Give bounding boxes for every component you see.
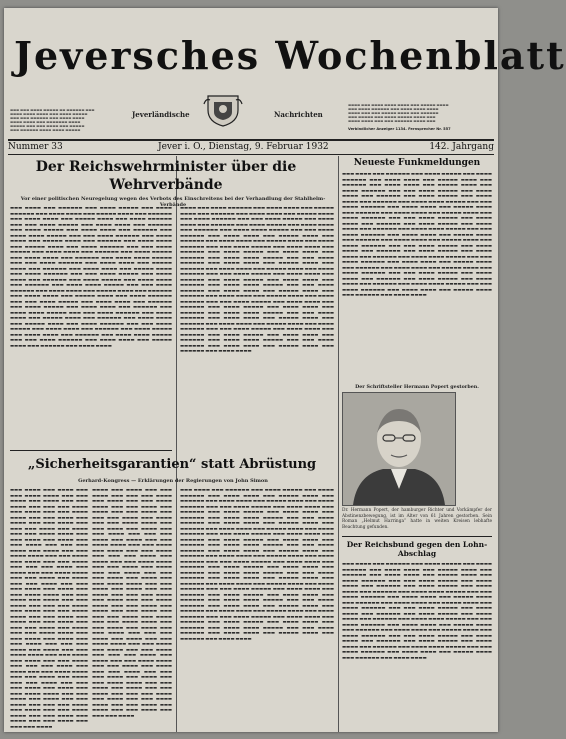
portrait-illustration xyxy=(343,393,455,505)
lead-column-1: ▬▬▬ ▬▬▬▬ ▬▬▬ ▬▬▬▬▬▬ ▬▬▬ ▬▬▬▬ ▬▬▬▬▬ ▬▬▬ ▬▬▬▬ ▬▬▬▬▬▬ ▬▬▬ ▬▬▬▬ ▬▬▬▬ ▬▬▬ ▬▬▬▬▬ ▬▬▬▬ ▬▬▬ ▬▬▬▬▬▬ ▬▬▬ ▬▬▬▬ ▬▬▬▬ ▬▬▬ ▬▬▬▬▬ ▬▬▬▬ ▬▬▬ ▬▬▬▬ ▬▬▬▬▬▬ ▬▬▬ ▬▬▬ ▬▬▬▬ ▬▬▬▬▬ ▬▬▬ ▬▬▬▬ ▬▬▬▬ ▬▬▬ ▬▬▬▬▬▬ ▬▬▬ ▬▬▬▬ ▬▬▬▬▬ ▬▬▬ ▬▬▬▬ ▬▬▬▬ ▬▬▬ ▬▬▬▬▬▬ ▬▬▬ ▬▬▬▬ ▬▬▬▬ ▬▬▬▬▬ ▬▬▬ ▬▬▬ ▬▬▬▬ ▬▬▬▬▬▬ ▬▬▬ ▬▬▬▬ ▬▬▬▬ ▬▬▬ ▬▬▬▬▬ ▬▬▬▬ ▬▬▬ ▬▬▬▬▬▬ ▬▬▬ ▬▬▬▬ ▬▬▬▬ ▬▬▬ ▬▬▬▬▬ ▬▬▬▬ ▬▬▬ ▬▬▬▬ ▬▬▬▬▬▬ ▬▬▬ ▬▬▬ ▬▬▬▬ ▬▬▬▬▬ ▬▬▬ ▬▬▬▬ ▬▬▬▬ ▬▬▬ ▬▬▬▬▬▬ ▬▬▬ ▬▬▬▬ ▬▬▬▬▬ ▬▬▬ ▬▬▬▬ ▬▬▬▬ ▬▬▬ ▬▬▬▬▬▬ ▬▬▬ ▬▬▬▬ ▬▬▬▬ ▬▬▬▬▬ ▬▬▬ ▬▬▬ ▬▬▬▬ ▬▬▬▬▬▬ ▬▬▬ ▬▬▬▬ ▬▬▬▬ ▬▬▬ ▬▬▬▬▬ ▬▬▬▬ ▬▬▬ ▬▬▬▬▬▬ ▬▬▬ ▬▬▬▬ ▬▬▬▬ ▬▬▬ ▬▬▬▬▬ ▬▬▬▬ ▬▬▬ ▬▬▬▬ ▬▬▬▬▬▬ ▬▬▬ ▬▬▬ ▬▬▬▬ ▬▬▬▬▬ ▬▬▬ ▬▬▬▬ ▬▬▬▬ ▬▬▬ ▬▬▬▬▬▬ ▬▬▬ ▬▬▬▬ ▬▬▬▬▬ ▬▬▬ ▬▬▬▬ ▬▬▬▬ ▬▬▬ ▬▬▬▬▬▬ ▬▬▬ ▬▬▬▬ ▬▬▬▬ ▬▬▬▬▬ ▬▬▬ ▬▬▬ ▬▬▬▬ ▬▬▬▬▬▬ ▬▬▬ ▬▬▬▬ ▬▬▬▬ ▬▬▬ ▬▬▬▬▬ ▬▬▬▬ ▬▬▬ ▬▬▬▬▬▬ ▬▬▬ ▬▬▬▬ ▬▬▬▬ ▬▬▬ ▬▬▬▬▬ ▬▬▬▬ ▬▬▬ ▬▬▬▬ ▬▬▬▬▬▬ ▬▬▬ ▬▬▬ ▬▬▬▬ ▬▬▬▬▬ ▬▬▬ ▬▬▬▬ ▬▬▬▬ ▬▬▬ ▬▬▬▬▬▬ ▬▬▬ ▬▬▬▬ ▬▬▬▬▬ ▬▬▬ ▬▬▬▬ ▬▬▬▬ ▬▬▬ ▬▬▬▬▬▬ ▬▬▬ ▬▬▬▬ ▬▬▬▬ ▬▬▬▬▬ ▬▬▬ ▬▬▬ ▬▬▬▬ ▬▬▬▬▬▬ ▬▬▬ ▬▬▬▬ ▬▬▬▬ ▬▬▬ ▬▬▬▬▬ ▬▬▬▬ ▬▬▬ ▬▬▬▬▬▬ ▬▬▬ ▬▬▬▬ ▬▬▬▬ ▬▬▬ ▬▬▬▬▬ ▬▬▬▬ ▬▬▬ ▬▬▬▬ ▬▬▬▬▬▬ ▬▬▬ ▬▬▬ ▬▬▬▬ ▬▬▬▬▬ ▬▬▬ ▬▬▬▬ ▬▬▬▬ ▬▬▬ ▬▬▬▬▬▬ ▬▬▬ ▬▬▬▬ ▬▬▬▬▬ ▬▬▬ ▬▬▬▬ ▬▬▬▬ ▬▬▬ ▬▬▬▬▬▬ ▬▬▬ ▬▬▬▬ ▬▬▬▬ ▬▬▬▬▬ ▬▬▬ ▬▬▬ ▬▬▬▬ ▬▬▬▬▬▬ ▬▬▬ ▬▬▬▬ ▬▬▬▬ ▬▬▬ ▬▬▬▬▬ ▬▬▬▬ ▬▬▬ ▬▬▬▬▬▬ ▬▬▬ ▬▬▬▬ ▬▬▬▬ xyxy=(10,206,172,349)
section-rule-left xyxy=(10,450,172,451)
reichsbund-headline: Der Reichsbund gegen den Lohn-Abschlag xyxy=(346,540,488,558)
volume-number: 142. Jahrgang xyxy=(429,142,494,152)
latest-news-body: ▬▬▬ ▬▬▬▬ ▬▬▬ ▬▬▬▬▬▬ ▬▬▬ ▬▬▬▬ ▬▬▬▬▬ ▬▬▬ ▬▬▬▬ ▬▬▬▬▬▬ ▬▬▬ ▬▬▬▬ ▬▬▬▬ ▬▬▬ ▬▬▬▬▬ ▬▬▬▬ ▬▬▬ ▬▬▬▬▬▬ ▬▬▬ ▬▬▬▬ ▬▬▬▬ ▬▬▬ ▬▬▬▬▬ ▬▬▬▬ ▬▬▬ ▬▬▬▬ ▬▬▬▬▬▬ ▬▬▬ ▬▬▬ ▬▬▬▬ ▬▬▬▬▬ ▬▬▬ ▬▬▬▬ ▬▬▬▬ ▬▬▬ ▬▬▬▬▬▬ ▬▬▬ ▬▬▬▬ ▬▬▬▬▬ ▬▬▬ ▬▬▬▬ ▬▬▬▬ ▬▬▬ ▬▬▬▬▬▬ ▬▬▬ ▬▬▬▬ ▬▬▬▬ ▬▬▬▬▬ ▬▬▬ ▬▬▬ ▬▬▬▬ ▬▬▬▬▬▬ ▬▬▬ ▬▬▬▬ ▬▬▬▬ ▬▬▬ ▬▬▬▬▬ ▬▬▬▬ ▬▬▬ ▬▬▬▬▬▬ ▬▬▬ ▬▬▬▬ ▬▬▬▬ ▬▬▬ ▬▬▬▬▬ ▬▬▬▬ ▬▬▬ ▬▬▬▬ ▬▬▬▬▬▬ ▬▬▬ ▬▬▬ ▬▬▬▬ ▬▬▬▬▬ ▬▬▬ ▬▬▬▬ ▬▬▬▬ ▬▬▬ ▬▬▬▬▬▬ ▬▬▬ ▬▬▬▬ ▬▬▬▬▬ ▬▬▬ ▬▬▬▬ ▬▬▬▬ ▬▬▬ ▬▬▬▬▬▬ ▬▬▬ ▬▬▬▬ ▬▬▬▬ ▬▬▬▬▬ ▬▬▬ ▬▬▬ ▬▬▬▬ ▬▬▬▬▬▬ ▬▬▬ ▬▬▬▬ ▬▬▬▬ ▬▬▬ ▬▬▬▬▬ ▬▬▬▬ ▬▬▬ ▬▬▬▬▬▬ ▬▬▬ ▬▬▬▬ ▬▬▬▬ ▬▬▬ ▬▬▬▬▬ ▬▬▬▬ ▬▬▬ ▬▬▬▬ ▬▬▬▬▬▬ ▬▬▬ ▬▬▬ ▬▬▬▬ ▬▬▬▬▬ ▬▬▬ ▬▬▬▬ ▬▬▬▬ ▬▬▬ ▬▬▬▬▬▬ ▬▬▬ ▬▬▬▬ ▬▬▬▬▬ ▬▬▬ ▬▬▬▬ ▬▬▬▬ ▬▬▬ ▬▬▬▬▬▬ ▬▬▬ ▬▬▬▬ ▬▬▬▬ ▬▬▬▬▬ ▬▬▬ ▬▬▬ ▬▬▬▬ ▬▬▬▬▬▬ ▬▬▬ ▬▬▬▬ ▬▬▬▬ ▬▬▬ ▬▬▬▬▬ ▬▬▬▬ ▬▬▬ ▬▬▬▬▬▬ ▬▬▬ ▬▬▬▬ ▬▬▬▬ ▬▬▬ ▬▬▬▬▬ ▬▬▬▬ ▬▬▬ ▬▬▬▬ ▬▬▬▬▬▬ ▬▬▬ ▬▬▬ ▬▬▬▬ ▬▬▬▬▬ ▬▬▬ ▬▬▬▬ ▬▬▬▬ ▬▬▬ ▬▬▬▬▬▬ ▬▬▬ ▬▬▬▬ ▬▬▬▬▬ ▬▬▬ ▬▬▬▬ ▬▬▬▬ ▬▬▬ ▬▬▬▬▬▬ ▬▬▬ ▬▬▬▬ ▬▬▬▬ ▬▬▬▬▬ ▬▬▬ ▬▬▬ ▬▬▬▬ ▬▬▬▬▬▬ ▬▬▬ ▬▬▬▬ ▬▬▬▬ ▬▬▬ ▬▬▬▬▬ ▬▬▬▬ ▬▬▬ ▬▬▬▬▬▬ ▬▬▬ ▬▬▬▬ ▬▬▬▬ xyxy=(342,172,492,298)
masthead-left-notice: ▬▬▬ ▬▬▬ ▬▬▬▬ ▬▬▬▬▬ ▬▬ ▬▬▬▬▬▬ ▬▬▬ ▬▬▬▬ ▬▬▬▬ ▬▬▬▬ ▬▬▬ ▬▬▬▬ ▬▬▬▬▬ ▬▬▬ ▬▬▬ ▬▬▬▬▬▬ ▬▬▬ ▬▬▬▬ ▬▬▬▬ ▬▬▬▬ ▬▬▬▬ ▬▬▬ ▬▬▬▬▬▬▬ ▬▬▬▬ ▬▬▬▬▬ ▬▬▬ ▬▬▬ ▬▬▬▬ ▬▬▬ ▬▬▬▬▬ ▬▬▬ ▬▬▬▬▬▬ ▬▬▬▬ ▬▬▬▬ ▬▬▬▬▬ xyxy=(10,108,95,132)
dateline xyxy=(8,141,494,153)
dateline-rule-bottom xyxy=(8,154,494,155)
latest-news-headline: Neueste Funkmeldungen xyxy=(353,158,481,168)
issue-number: Nummer 33 xyxy=(8,142,63,152)
lead-column-2: ▬▬▬▬ ▬▬▬ ▬▬▬▬ ▬▬▬▬▬▬ ▬▬▬ ▬▬▬▬ ▬▬▬▬ ▬▬▬ ▬▬▬▬▬ ▬▬▬▬ ▬▬▬ ▬▬▬▬▬▬ ▬▬▬ ▬▬▬▬ ▬▬▬▬ ▬▬▬ ▬▬▬▬▬ ▬▬▬▬ ▬▬▬ ▬▬▬▬ ▬▬▬▬▬▬ ▬▬▬ ▬▬▬ ▬▬▬▬ ▬▬▬▬▬ ▬▬▬ ▬▬▬▬ ▬▬▬▬ ▬▬▬ ▬▬▬▬▬▬ ▬▬▬ ▬▬▬▬ ▬▬▬▬▬ ▬▬▬ ▬▬▬▬ ▬▬▬▬ ▬▬▬ ▬▬▬▬▬▬ ▬▬▬ ▬▬▬▬ ▬▬▬▬ ▬▬▬▬▬ ▬▬▬ ▬▬▬ ▬▬▬▬ ▬▬▬▬▬▬ ▬▬▬ ▬▬▬▬ ▬▬▬▬ ▬▬▬ ▬▬▬▬▬ ▬▬▬▬ ▬▬▬ ▬▬▬▬▬▬ ▬▬▬ ▬▬▬▬ ▬▬▬▬ ▬▬▬ ▬▬▬▬▬ ▬▬▬▬ ▬▬▬ ▬▬▬▬ ▬▬▬▬▬▬ ▬▬▬ ▬▬▬ ▬▬▬▬ ▬▬▬▬▬ ▬▬▬ ▬▬▬▬ ▬▬▬▬ ▬▬▬ ▬▬▬▬▬▬ ▬▬▬ ▬▬▬▬ ▬▬▬▬▬ ▬▬▬ ▬▬▬▬ ▬▬▬▬ ▬▬▬ ▬▬▬▬▬▬ ▬▬▬ ▬▬▬▬ ▬▬▬▬ ▬▬▬▬▬ ▬▬▬ ▬▬▬ ▬▬▬▬ ▬▬▬▬▬▬ ▬▬▬ ▬▬▬▬ ▬▬▬▬ ▬▬▬ ▬▬▬▬▬ ▬▬▬▬ ▬▬▬ ▬▬▬▬▬▬ ▬▬▬ ▬▬▬▬ ▬▬▬▬ ▬▬▬ ▬▬▬▬▬ ▬▬▬▬ ▬▬▬ ▬▬▬▬ ▬▬▬▬▬▬ ▬▬▬ ▬▬▬ ▬▬▬▬ ▬▬▬▬▬ ▬▬▬ ▬▬▬▬ ▬▬▬▬ ▬▬▬ ▬▬▬▬▬▬ ▬▬▬ ▬▬▬▬ ▬▬▬▬▬ ▬▬▬ ▬▬▬▬ ▬▬▬▬ ▬▬▬ ▬▬▬▬▬▬ ▬▬▬ ▬▬▬▬ ▬▬▬▬ ▬▬▬▬▬ ▬▬▬ ▬▬▬ ▬▬▬▬ ▬▬▬▬▬▬ ▬▬▬ ▬▬▬▬ ▬▬▬▬ ▬▬▬ ▬▬▬▬▬ ▬▬▬▬ ▬▬▬ ▬▬▬▬▬▬ ▬▬▬ ▬▬▬▬ ▬▬▬▬ ▬▬▬ ▬▬▬▬▬ ▬▬▬▬ ▬▬▬ ▬▬▬▬ ▬▬▬▬▬▬ ▬▬▬ ▬▬▬ ▬▬▬▬ ▬▬▬▬▬ ▬▬▬ ▬▬▬▬ ▬▬▬▬ ▬▬▬ ▬▬▬▬▬▬ ▬▬▬ ▬▬▬▬ ▬▬▬▬▬ ▬▬▬ ▬▬▬▬ ▬▬▬▬ ▬▬▬ ▬▬▬▬▬▬ ▬▬▬ ▬▬▬▬ ▬▬▬▬ ▬▬▬▬▬ ▬▬▬ ▬▬▬ ▬▬▬▬ ▬▬▬▬▬▬ ▬▬▬ ▬▬▬▬ ▬▬▬▬ ▬▬▬ ▬▬▬▬▬ ▬▬▬▬ ▬▬▬ ▬▬▬▬▬▬ ▬▬▬ ▬▬▬▬ ▬▬▬▬ ▬▬▬ ▬▬▬▬▬ ▬▬▬▬ ▬▬▬ ▬▬▬▬ ▬▬▬▬▬▬ ▬▬▬ ▬▬▬ ▬▬▬▬ ▬▬▬▬▬ ▬▬▬ ▬▬▬▬ ▬▬▬▬ ▬▬▬ ▬▬▬▬▬▬ ▬▬▬ ▬▬▬▬ ▬▬▬▬▬ ▬▬▬ ▬▬▬▬ ▬▬▬▬ ▬▬▬ ▬▬▬▬▬▬ ▬▬▬ ▬▬▬▬ ▬▬▬▬ ▬▬▬▬▬ ▬▬▬ ▬▬▬ ▬▬▬▬ ▬▬▬▬▬▬ ▬▬▬ ▬▬▬▬ ▬▬▬▬ ▬▬▬ ▬▬▬▬▬ ▬▬▬▬ ▬▬▬ ▬▬▬▬▬▬ ▬▬▬ ▬▬▬▬ ▬▬▬▬ xyxy=(180,206,334,354)
newspaper-page xyxy=(4,8,566,732)
masthead-right-notice: ▬▬▬▬ ▬▬▬ ▬▬▬▬ ▬▬▬▬ ▬▬▬▬ ▬▬▬ ▬▬▬▬▬ ▬▬▬▬ ▬▬▬ ▬▬▬▬ ▬▬▬▬▬▬ ▬▬▬ ▬▬▬▬ ▬▬▬▬ ▬▬▬▬ ▬▬▬▬ ▬▬▬ ▬▬▬ ▬▬▬▬▬ ▬▬▬▬ ▬▬▬ ▬▬▬▬▬▬ ▬▬▬ ▬▬▬▬▬ ▬▬▬ ▬▬▬▬ ▬▬▬▬▬ ▬▬▬▬ ▬▬▬ ▬▬▬▬ ▬▬▬▬ ▬▬▬ ▬▬▬ ▬▬▬▬▬▬ ▬▬▬▬ ▬▬▬ xyxy=(348,103,449,123)
masthead-subtitle-left: Jeverländische xyxy=(132,110,190,119)
photo-caption-top: Der Schriftsteller Hermann Popert gestorben. xyxy=(355,384,479,390)
masthead-title: Jeversches Wochenblatt xyxy=(14,33,566,78)
coat-of-arms-icon xyxy=(202,92,244,128)
column-rule-2 xyxy=(338,156,339,732)
lead-subtitle: Vor einer politischen Neuregelung wegen des Verbots des Einschreitens bei der Verhandlung der Stahlhelm-Verbände xyxy=(20,196,326,208)
lead-headline: Der Reichswehrminister über die Wehrverbände xyxy=(35,159,297,193)
masthead-subtitle-right: Nachrichten xyxy=(274,110,323,119)
security-column-2: ▬▬▬▬ ▬▬▬ ▬▬▬▬ ▬▬▬ ▬▬▬ ▬▬▬▬ ▬▬▬ ▬▬▬ ▬▬▬ ▬▬▬▬ ▬▬▬ ▬▬▬▬ ▬▬▬ ▬▬▬ ▬▬▬▬ ▬▬▬▬ ▬▬▬ ▬▬▬ ▬▬▬▬ ▬▬▬ ▬▬▬▬ ▬▬▬ ▬▬▬ ▬▬▬▬ ▬▬▬ ▬▬▬ ▬▬▬ ▬▬▬▬ ▬▬▬ ▬▬▬▬ ▬▬▬ ▬▬▬ ▬▬▬▬ ▬▬▬▬ ▬▬▬ ▬▬▬ ▬▬▬▬ ▬▬▬ ▬▬▬▬ ▬▬▬ ▬▬▬ ▬▬▬▬ ▬▬▬ ▬▬▬ ▬▬▬ ▬▬▬▬ ▬▬▬ ▬▬▬▬ ▬▬▬ ▬▬▬ ▬▬▬▬ ▬▬▬▬ ▬▬▬ ▬▬▬ ▬▬▬▬ ▬▬▬ ▬▬▬▬ ▬▬▬ ▬▬▬ ▬▬▬▬ ▬▬▬ ▬▬▬ ▬▬▬ ▬▬▬▬ ▬▬▬ ▬▬▬▬ ▬▬▬ ▬▬▬ ▬▬▬▬ ▬▬▬▬ ▬▬▬ ▬▬▬ ▬▬▬▬ ▬▬▬ ▬▬▬▬ ▬▬▬ ▬▬▬ ▬▬▬▬ ▬▬▬ ▬▬▬ ▬▬▬ ▬▬▬▬ ▬▬▬ ▬▬▬▬ ▬▬▬ ▬▬▬ ▬▬▬▬ ▬▬▬▬ ▬▬▬ ▬▬▬ ▬▬▬▬ ▬▬▬ ▬▬▬▬ ▬▬▬ ▬▬▬ ▬▬▬▬ ▬▬▬ ▬▬▬ ▬▬▬ ▬▬▬▬ ▬▬▬ ▬▬▬▬ ▬▬▬ ▬▬▬ ▬▬▬▬ ▬▬▬▬ ▬▬▬ ▬▬▬ ▬▬▬▬ ▬▬▬ ▬▬▬▬ ▬▬▬ ▬▬▬ ▬▬▬▬ ▬▬▬ ▬▬▬ ▬▬▬ ▬▬▬▬ ▬▬▬ ▬▬▬▬ ▬▬▬ ▬▬▬ ▬▬▬▬ ▬▬▬▬ ▬▬▬ ▬▬▬ ▬▬▬▬ ▬▬▬ ▬▬▬▬ ▬▬▬ ▬▬▬ ▬▬▬▬ ▬▬▬ ▬▬▬ ▬▬▬ ▬▬▬▬ ▬▬▬ ▬▬▬▬ ▬▬▬ ▬▬▬ ▬▬▬▬ ▬▬▬▬ ▬▬▬ ▬▬▬ ▬▬▬▬ ▬▬▬ ▬▬▬▬ ▬▬▬ ▬▬▬ ▬▬▬▬ ▬▬▬ ▬▬▬ ▬▬▬ ▬▬▬▬ ▬▬▬ ▬▬▬▬ ▬▬▬ ▬▬▬ ▬▬▬▬ ▬▬▬▬ ▬▬▬ ▬▬▬ ▬▬▬▬ ▬▬▬ ▬▬▬▬ ▬▬▬ ▬▬▬ ▬▬▬▬ ▬▬▬ ▬▬▬ ▬▬▬ ▬▬▬▬ ▬▬▬ ▬▬▬▬ ▬▬▬ ▬▬▬ ▬▬▬▬ ▬▬▬▬ ▬▬▬ ▬▬▬ ▬▬▬▬ ▬▬▬ ▬▬▬▬ ▬▬▬ ▬▬▬ ▬▬▬▬ ▬▬▬ ▬▬▬ ▬▬▬ ▬▬▬▬ ▬▬▬ ▬▬▬▬ ▬▬▬ ▬▬▬ ▬▬▬▬ ▬▬▬▬ ▬▬▬ ▬▬▬ ▬▬▬▬ ▬▬▬ ▬▬▬▬ ▬▬▬ ▬▬▬ ▬▬▬▬ ▬▬▬ ▬▬▬ ▬▬▬ ▬▬▬▬ xyxy=(92,488,172,719)
section-rule-right xyxy=(342,536,492,537)
security-headline: „Sicherheitsgarantien“ statt Abrüstung xyxy=(27,457,317,472)
portrait-photo xyxy=(342,392,456,506)
masthead-phone-line: Verbindlicher Anzeiger 1134. Fernsprecher Nr. 557 xyxy=(348,127,451,131)
issue-date: Jever i. O., Dienstag, 9. Februar 1932 xyxy=(158,142,329,152)
security-column-1: ▬▬▬ ▬▬▬▬ ▬▬▬ ▬▬▬▬ ▬▬▬ ▬▬▬ ▬▬▬▬ ▬▬▬▬ ▬▬▬ ▬▬▬ ▬▬▬▬ ▬▬▬ ▬▬▬▬ ▬▬▬ ▬▬▬ ▬▬▬▬ ▬▬▬ ▬▬▬ ▬▬▬ ▬▬▬▬ ▬▬▬ ▬▬▬▬ ▬▬▬ ▬▬▬ ▬▬▬▬ ▬▬▬▬ ▬▬▬ ▬▬▬ ▬▬▬▬ ▬▬▬ ▬▬▬▬ ▬▬▬ ▬▬▬ ▬▬▬▬ ▬▬▬ ▬▬▬ ▬▬▬ ▬▬▬▬ ▬▬▬ ▬▬▬▬ ▬▬▬ ▬▬▬ ▬▬▬▬ ▬▬▬▬ ▬▬▬ ▬▬▬ ▬▬▬▬ ▬▬▬ ▬▬▬▬ ▬▬▬ ▬▬▬ ▬▬▬▬ ▬▬▬ ▬▬▬ ▬▬▬ ▬▬▬▬ ▬▬▬ ▬▬▬▬ ▬▬▬ ▬▬▬ ▬▬▬▬ ▬▬▬▬ ▬▬▬ ▬▬▬ ▬▬▬▬ ▬▬▬ ▬▬▬▬ ▬▬▬ ▬▬▬ ▬▬▬▬ ▬▬▬ ▬▬▬ ▬▬▬ ▬▬▬▬ ▬▬▬ ▬▬▬▬ ▬▬▬ ▬▬▬ ▬▬▬▬ ▬▬▬▬ ▬▬▬ ▬▬▬ ▬▬▬▬ ▬▬▬ ▬▬▬▬ ▬▬▬ ▬▬▬ ▬▬▬▬ ▬▬▬ ▬▬▬ ▬▬▬ ▬▬▬▬ ▬▬▬ ▬▬▬▬ ▬▬▬ ▬▬▬ ▬▬▬▬ ▬▬▬▬ ▬▬▬ ▬▬▬ ▬▬▬▬ ▬▬▬ ▬▬▬▬ ▬▬▬ ▬▬▬ ▬▬▬▬ ▬▬▬ ▬▬▬ ▬▬▬ ▬▬▬▬ ▬▬▬ ▬▬▬▬ ▬▬▬ ▬▬▬ ▬▬▬▬ ▬▬▬▬ ▬▬▬ ▬▬▬ ▬▬▬▬ ▬▬▬ ▬▬▬▬ ▬▬▬ ▬▬▬ ▬▬▬▬ ▬▬▬ ▬▬▬ ▬▬▬ ▬▬▬▬ ▬▬▬ ▬▬▬▬ ▬▬▬ ▬▬▬ ▬▬▬▬ ▬▬▬▬ ▬▬▬ ▬▬▬ ▬▬▬▬ ▬▬▬ ▬▬▬▬ ▬▬▬ ▬▬▬ ▬▬▬▬ ▬▬▬ ▬▬▬ ▬▬▬ ▬▬▬▬ ▬▬▬ ▬▬▬▬ ▬▬▬ ▬▬▬ ▬▬▬▬ ▬▬▬▬ ▬▬▬ ▬▬▬ ▬▬▬▬ ▬▬▬ ▬▬▬▬ ▬▬▬ ▬▬▬ ▬▬▬▬ ▬▬▬ ▬▬▬ ▬▬▬ ▬▬▬▬ ▬▬▬ ▬▬▬▬ ▬▬▬ ▬▬▬ ▬▬▬▬ ▬▬▬▬ ▬▬▬ ▬▬▬ ▬▬▬▬ ▬▬▬ ▬▬▬▬ ▬▬▬ ▬▬▬ ▬▬▬▬ ▬▬▬ ▬▬▬ ▬▬▬ ▬▬▬▬ ▬▬▬ ▬▬▬▬ ▬▬▬ ▬▬▬ ▬▬▬▬ ▬▬▬▬ ▬▬▬ ▬▬▬ ▬▬▬▬ ▬▬▬ ▬▬▬▬ ▬▬▬ ▬▬▬ ▬▬▬▬ ▬▬▬ ▬▬▬ ▬▬▬ ▬▬▬▬ ▬▬▬ ▬▬▬▬ ▬▬▬ ▬▬▬ ▬▬▬▬ ▬▬▬▬ ▬▬▬ ▬▬▬ ▬▬▬▬ ▬▬▬ ▬▬▬▬ ▬▬▬ ▬▬▬ ▬▬▬▬ ▬▬▬ ▬▬▬ ▬▬▬ ▬▬▬▬ xyxy=(10,488,88,730)
security-subtitle: Gerhard-Kongress — Erklärungen der Regierungen von John Simon xyxy=(78,478,268,484)
security-column-3: ▬▬▬ ▬▬▬▬ ▬▬▬ ▬▬▬▬▬▬ ▬▬▬ ▬▬▬▬ ▬▬▬▬▬ ▬▬▬ ▬▬▬▬ ▬▬▬▬▬▬ ▬▬▬ ▬▬▬▬ ▬▬▬▬ ▬▬▬ ▬▬▬▬▬ ▬▬▬▬ ▬▬▬ ▬▬▬▬▬▬ ▬▬▬ ▬▬▬▬ ▬▬▬▬ ▬▬▬ ▬▬▬▬▬ ▬▬▬▬ ▬▬▬ ▬▬▬▬ ▬▬▬▬▬▬ ▬▬▬ ▬▬▬ ▬▬▬▬ ▬▬▬▬▬ ▬▬▬ ▬▬▬▬ ▬▬▬▬ ▬▬▬ ▬▬▬▬▬▬ ▬▬▬ ▬▬▬▬ ▬▬▬▬▬ ▬▬▬ ▬▬▬▬ ▬▬▬▬ ▬▬▬ ▬▬▬▬▬▬ ▬▬▬ ▬▬▬▬ ▬▬▬▬ ▬▬▬▬▬ ▬▬▬ ▬▬▬ ▬▬▬▬ ▬▬▬▬▬▬ ▬▬▬ ▬▬▬▬ ▬▬▬▬ ▬▬▬ ▬▬▬▬▬ ▬▬▬▬ ▬▬▬ ▬▬▬▬▬▬ ▬▬▬ ▬▬▬▬ ▬▬▬▬ ▬▬▬ ▬▬▬▬▬ ▬▬▬▬ ▬▬▬ ▬▬▬▬ ▬▬▬▬▬▬ ▬▬▬ ▬▬▬ ▬▬▬▬ ▬▬▬▬▬ ▬▬▬ ▬▬▬▬ ▬▬▬▬ ▬▬▬ ▬▬▬▬▬▬ ▬▬▬ ▬▬▬▬ ▬▬▬▬▬ ▬▬▬ ▬▬▬▬ ▬▬▬▬ ▬▬▬ ▬▬▬▬▬▬ ▬▬▬ ▬▬▬▬ ▬▬▬▬ ▬▬▬▬▬ ▬▬▬ ▬▬▬ ▬▬▬▬ ▬▬▬▬▬▬ ▬▬▬ ▬▬▬▬ ▬▬▬▬ ▬▬▬ ▬▬▬▬▬ ▬▬▬▬ ▬▬▬ ▬▬▬▬▬▬ ▬▬▬ ▬▬▬▬ ▬▬▬▬ ▬▬▬ ▬▬▬▬▬ ▬▬▬▬ ▬▬▬ ▬▬▬▬ ▬▬▬▬▬▬ ▬▬▬ ▬▬▬ ▬▬▬▬ ▬▬▬▬▬ ▬▬▬ ▬▬▬▬ ▬▬▬▬ ▬▬▬ ▬▬▬▬▬▬ ▬▬▬ ▬▬▬▬ ▬▬▬▬▬ ▬▬▬ ▬▬▬▬ ▬▬▬▬ ▬▬▬ ▬▬▬▬▬▬ ▬▬▬ ▬▬▬▬ ▬▬▬▬ ▬▬▬▬▬ ▬▬▬ ▬▬▬ ▬▬▬▬ ▬▬▬▬▬▬ ▬▬▬ ▬▬▬▬ ▬▬▬▬ ▬▬▬ ▬▬▬▬▬ ▬▬▬▬ ▬▬▬ ▬▬▬▬▬▬ ▬▬▬ ▬▬▬▬ ▬▬▬▬ ▬▬▬ ▬▬▬▬▬ ▬▬▬▬ ▬▬▬ ▬▬▬▬ ▬▬▬▬▬▬ ▬▬▬ ▬▬▬ ▬▬▬▬ ▬▬▬▬▬ ▬▬▬ ▬▬▬▬ ▬▬▬▬ ▬▬▬ ▬▬▬▬▬▬ ▬▬▬ ▬▬▬▬ ▬▬▬▬▬ ▬▬▬ ▬▬▬▬ ▬▬▬▬ ▬▬▬ ▬▬▬▬▬▬ ▬▬▬ ▬▬▬▬ ▬▬▬▬ ▬▬▬▬▬ ▬▬▬ ▬▬▬ ▬▬▬▬ ▬▬▬▬▬▬ ▬▬▬ ▬▬▬▬ ▬▬▬▬ ▬▬▬ ▬▬▬▬▬ ▬▬▬▬ ▬▬▬ ▬▬▬▬▬▬ ▬▬▬ ▬▬▬▬ ▬▬▬▬ ▬▬▬ ▬▬▬▬▬ ▬▬▬▬ ▬▬▬ ▬▬▬▬ ▬▬▬▬▬▬ ▬▬▬ ▬▬▬ ▬▬▬▬ ▬▬▬▬▬ ▬▬▬ ▬▬▬▬ ▬▬▬▬ ▬▬▬ ▬▬▬▬▬▬ ▬▬▬ ▬▬▬▬ ▬▬▬▬▬ ▬▬▬ ▬▬▬▬ ▬▬▬▬ ▬▬▬ ▬▬▬▬▬▬ ▬▬▬ ▬▬▬▬ ▬▬▬▬ ▬▬▬▬▬ ▬▬▬ ▬▬▬ ▬▬▬▬ ▬▬▬▬▬▬ ▬▬▬ ▬▬▬▬ ▬▬▬▬ ▬▬▬ ▬▬▬▬▬ ▬▬▬▬ ▬▬▬ ▬▬▬▬▬▬ ▬▬▬ ▬▬▬▬ ▬▬▬▬ xyxy=(180,488,334,642)
photo-caption: Dr. Hermann Popert, der hamburger Richter und Vorkämpfer der Abstinenzbewegung, ist im Alter von 61 Jahren gestorben. Sein Roman „Helmut Harringa“ hatte in weiten Kreisen lebhafte Beachtung gefunden. xyxy=(342,508,492,530)
column-rule-1 xyxy=(176,156,177,732)
reichsbund-body: ▬▬▬ ▬▬▬▬ ▬▬▬ ▬▬▬▬▬▬ ▬▬▬ ▬▬▬▬ ▬▬▬▬▬ ▬▬▬ ▬▬▬▬ ▬▬▬▬▬▬ ▬▬▬ ▬▬▬▬ ▬▬▬▬ ▬▬▬ ▬▬▬▬▬ ▬▬▬▬ ▬▬▬ ▬▬▬▬▬▬ ▬▬▬ ▬▬▬▬ ▬▬▬▬ ▬▬▬ ▬▬▬▬▬ ▬▬▬▬ ▬▬▬ ▬▬▬▬ ▬▬▬▬▬▬ ▬▬▬ ▬▬▬ ▬▬▬▬ ▬▬▬▬▬ ▬▬▬ ▬▬▬▬ ▬▬▬▬ ▬▬▬ ▬▬▬▬▬▬ ▬▬▬ ▬▬▬▬ ▬▬▬▬▬ ▬▬▬ ▬▬▬▬ ▬▬▬▬ ▬▬▬ ▬▬▬▬▬▬ ▬▬▬ ▬▬▬▬ ▬▬▬▬ ▬▬▬▬▬ ▬▬▬ ▬▬▬ ▬▬▬▬ ▬▬▬▬▬▬ ▬▬▬ ▬▬▬▬ ▬▬▬▬ ▬▬▬ ▬▬▬▬▬ ▬▬▬▬ ▬▬▬ ▬▬▬▬▬▬ ▬▬▬ ▬▬▬▬ ▬▬▬▬ ▬▬▬ ▬▬▬▬▬ ▬▬▬▬ ▬▬▬ ▬▬▬▬ ▬▬▬▬▬▬ ▬▬▬ ▬▬▬ ▬▬▬▬ ▬▬▬▬▬ ▬▬▬ ▬▬▬▬ ▬▬▬▬ ▬▬▬ ▬▬▬▬▬▬ ▬▬▬ ▬▬▬▬ ▬▬▬▬▬ ▬▬▬ ▬▬▬▬ ▬▬▬▬ ▬▬▬ ▬▬▬▬▬▬ ▬▬▬ ▬▬▬▬ ▬▬▬▬ ▬▬▬▬▬ ▬▬▬ ▬▬▬ ▬▬▬▬ ▬▬▬▬▬▬ ▬▬▬ ▬▬▬▬ ▬▬▬▬ ▬▬▬ ▬▬▬▬▬ ▬▬▬▬ ▬▬▬ ▬▬▬▬▬▬ ▬▬▬ ▬▬▬▬ ▬▬▬▬ ▬▬▬ ▬▬▬▬▬ ▬▬▬▬ ▬▬▬ ▬▬▬▬ ▬▬▬▬▬▬ ▬▬▬ ▬▬▬ ▬▬▬▬ ▬▬▬▬▬ ▬▬▬ ▬▬▬▬ ▬▬▬▬ ▬▬▬ ▬▬▬▬▬▬ ▬▬▬ ▬▬▬▬ ▬▬▬▬▬ ▬▬▬ ▬▬▬▬ ▬▬▬▬ ▬▬▬ ▬▬▬▬▬▬ ▬▬▬ ▬▬▬▬ ▬▬▬▬ ▬▬▬▬▬ ▬▬▬ ▬▬▬ ▬▬▬▬ ▬▬▬▬▬▬ ▬▬▬ ▬▬▬▬ ▬▬▬▬ ▬▬▬ ▬▬▬▬▬ ▬▬▬▬ ▬▬▬ ▬▬▬▬▬▬ ▬▬▬ ▬▬▬▬ ▬▬▬▬ xyxy=(342,562,492,661)
